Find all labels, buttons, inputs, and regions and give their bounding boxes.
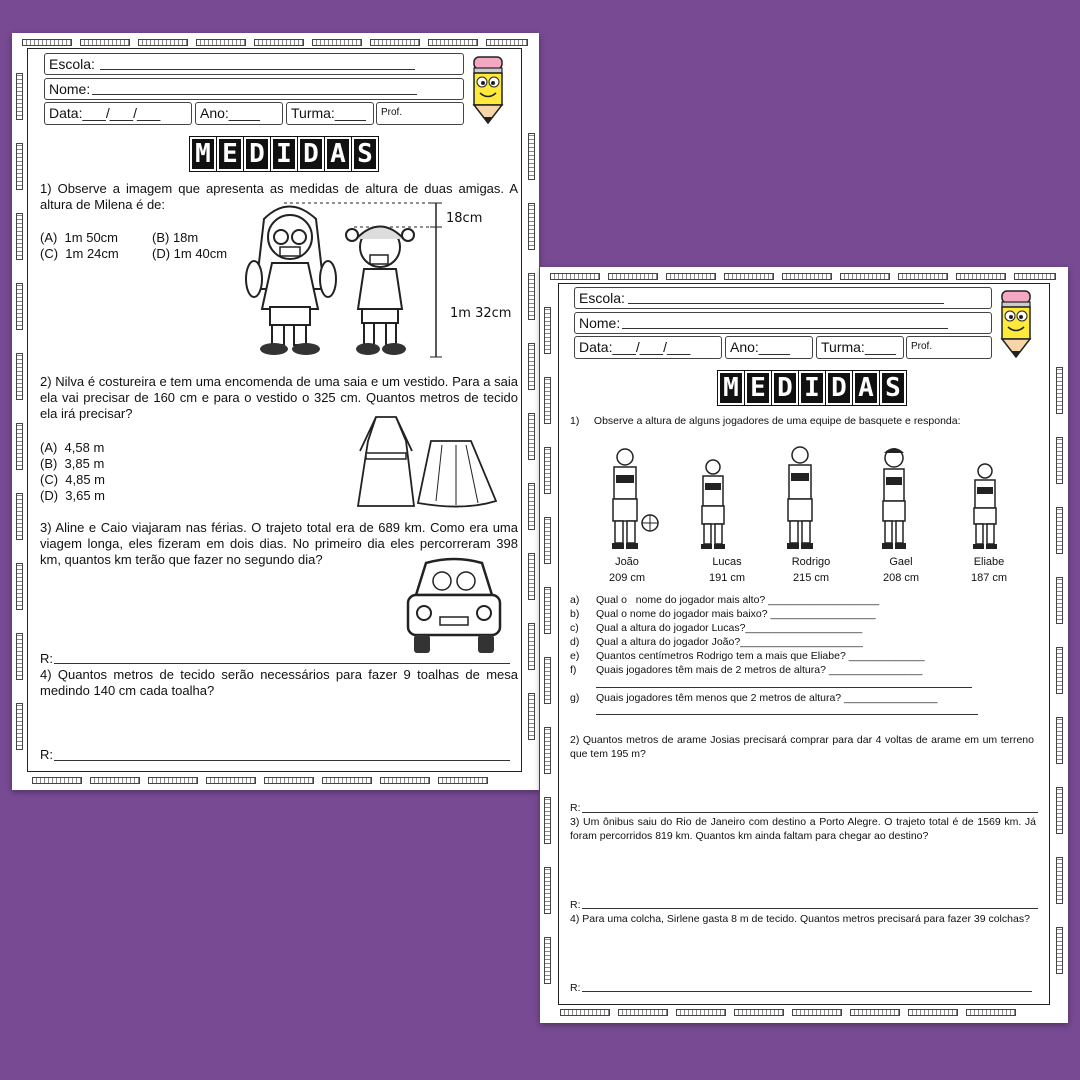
question-1-text: 1) Observe a imagem que apresenta as medidas de altura de duas amigas. A altura de Milena é de: — [40, 181, 518, 212]
title-letter: A — [325, 137, 351, 171]
name-line — [92, 94, 417, 95]
pencil-mascot-icon — [468, 55, 508, 127]
worksheet-2 — [540, 267, 1068, 1023]
pencil-mascot-icon — [996, 289, 1036, 361]
class-field[interactable] — [816, 336, 904, 359]
basketball-players-illustration — [600, 445, 1020, 555]
player-name: Eliabe — [973, 556, 1005, 568]
year-field[interactable] — [195, 102, 283, 125]
dress-and-skirt-icon — [356, 411, 506, 511]
title-letter: E — [217, 137, 243, 171]
q1-item-letter: d) — [570, 636, 580, 648]
name-field[interactable] — [574, 312, 992, 334]
q2-option-d[interactable]: (D) 3,65 m — [40, 488, 106, 503]
school-label: Escola: — [49, 56, 95, 72]
q1-item-d[interactable]: Qual a altura do jogador João?_____________________ — [596, 636, 863, 648]
q1-item-letter: b) — [570, 608, 580, 620]
prof-field[interactable] — [376, 102, 464, 125]
player-height: 191 cm — [708, 572, 746, 584]
date-field[interactable] — [574, 336, 722, 359]
player-height: 209 cm — [608, 572, 646, 584]
q4-answer-label: R: — [570, 982, 581, 994]
player-eliabe-figure — [973, 464, 997, 549]
car-with-kids-icon — [404, 555, 504, 660]
question-3-text: 3) Um ônibus saiu do Rio de Janeiro com destino a Porto Alegre. O trajeto total é de 1569 km. Já foram percorridos 819 km. Quantos km ainda faltam para chegar ao destino? — [570, 816, 1036, 842]
two-friends-illustration — [244, 199, 444, 364]
q1-option-c[interactable]: (C) 1m 24cm — [40, 246, 119, 261]
name-field[interactable] — [44, 78, 464, 100]
q1-item-b[interactable]: Qual o nome do jogador mais baixo? __________________ — [596, 608, 876, 620]
date-label: Data:___/___/___ — [49, 105, 161, 121]
title-letter: M — [718, 371, 744, 405]
school-field[interactable] — [574, 287, 992, 309]
title-letter: S — [352, 137, 378, 171]
q1-item-c[interactable]: Qual a altura do jogador Lucas?____________________ — [596, 622, 863, 634]
q3-answer-label: R: — [40, 651, 53, 666]
q1-f-extra-line[interactable] — [596, 687, 972, 688]
player-name: João — [615, 556, 639, 568]
q1-option-b[interactable]: (B) 18m — [152, 230, 199, 245]
q2-answer-line[interactable] — [582, 812, 1038, 813]
date-label: Data:___/___/___ — [579, 339, 691, 355]
player-height: 187 cm — [970, 572, 1008, 584]
q3-answer-line[interactable] — [54, 663, 510, 664]
title-letter: D — [244, 137, 270, 171]
q1-item-letter: f) — [570, 664, 577, 676]
player-name: Rodrigo — [791, 556, 831, 568]
q1-item-letter: a) — [570, 594, 580, 606]
title-letter: I — [799, 371, 825, 405]
school-field[interactable] — [44, 53, 464, 75]
measure-18cm-label: 18cm — [446, 211, 483, 226]
title-letter: S — [880, 371, 906, 405]
name-label: Nome: — [579, 315, 621, 331]
q4-answer-line[interactable] — [54, 760, 510, 761]
page-title — [190, 137, 378, 171]
school-line — [100, 69, 415, 70]
q1-item-letter: e) — [570, 650, 580, 662]
date-field[interactable] — [44, 102, 192, 125]
year-label: Ano:____ — [200, 105, 260, 121]
q2-option-b[interactable]: (B) 3,85 m — [40, 456, 105, 471]
q1-item-g[interactable]: Quais jogadores têm menos que 2 metros de altura? ________________ — [596, 692, 938, 704]
title-letter: D — [772, 371, 798, 405]
title-letter: D — [298, 137, 324, 171]
player-gael-figure — [882, 448, 906, 549]
prof-field[interactable] — [906, 336, 992, 359]
q1-item-letter: c) — [570, 622, 579, 634]
player-height: 208 cm — [882, 572, 920, 584]
question-2-text: 2) Nilva é costureira e tem uma encomenda de uma saia e um vestido. Para a saia ela vai precisar de 160 cm e para o vestido o 325 cm. Quantos metros de tecido ela irá precisar? — [40, 374, 518, 421]
worksheet-1 — [12, 33, 539, 790]
q4-answer-label: R: — [40, 747, 53, 762]
q1-option-a[interactable]: (A) 1m 50cm — [40, 230, 119, 245]
prof-label: Prof. — [911, 341, 933, 352]
question-3-text: 3) Aline e Caio viajaram nas férias. O trajeto total era de 689 km. Como era uma viagem longa, eles fizeram em dois dias. No primeiro dia eles percorreram 398 km, quantos km terão que fazer no segundo dia? — [40, 520, 518, 567]
q2-answer-label: R: — [570, 802, 581, 814]
player-rodrigo-figure — [787, 447, 813, 549]
q3-answer-line[interactable] — [582, 908, 1038, 909]
school-label: Escola: — [579, 290, 625, 306]
player-name: Lucas — [712, 556, 742, 568]
class-label: Turma:____ — [821, 339, 896, 355]
q3-answer-label: R: — [570, 899, 581, 911]
q4-answer-line[interactable] — [582, 991, 1032, 992]
name-label: Nome: — [49, 81, 91, 97]
player-lucas-figure — [701, 460, 725, 549]
question-2-text: 2) Quantos metros de arame Josias precisará comprar para dar 4 voltas de arame em um terreno que tem 195 m? — [570, 734, 1034, 760]
q1-item-f[interactable]: Quais jogadores têm mais de 2 metros de altura? ________________ — [596, 664, 923, 676]
class-label: Turma:____ — [291, 105, 366, 121]
year-field[interactable] — [725, 336, 813, 359]
prof-label: Prof. — [381, 107, 403, 118]
measure-1m32cm-label: 1m 32cm — [450, 306, 512, 321]
player-joao-figure — [612, 449, 658, 549]
school-line — [628, 303, 944, 304]
player-name: Gael — [889, 556, 913, 568]
question-4-text: 4) Para uma colcha, Sirlene gasta 8 m de tecido. Quantos metros precisará para fazer 39 colchas? — [570, 913, 1030, 925]
title-letter: I — [271, 137, 297, 171]
q2-option-c[interactable]: (C) 4,85 m — [40, 472, 106, 487]
question-4-text: 4) Quantos metros de tecido serão necessários para fazer 9 toalhas de mesa medindo 140 cm cada toalha? — [40, 667, 518, 698]
year-label: Ano:____ — [730, 339, 790, 355]
q1-item-letter: g) — [570, 692, 580, 704]
q2-option-a[interactable]: (A) 4,58 m — [40, 440, 105, 455]
question-1-text: 1) Observe a altura de alguns jogadores de uma equipe de basquete e responda: — [570, 415, 961, 427]
title-letter: M — [190, 137, 216, 171]
name-line — [622, 328, 948, 329]
page-title — [718, 371, 906, 405]
title-letter: D — [826, 371, 852, 405]
q1-g-extra-line[interactable] — [596, 714, 978, 715]
class-field[interactable] — [286, 102, 374, 125]
q1-option-d[interactable]: (D) 1m 40cm — [152, 246, 228, 261]
title-letter: E — [745, 371, 771, 405]
title-letter: A — [853, 371, 879, 405]
q1-item-a[interactable]: Qual o nome do jogador mais alto? ___________________ — [596, 594, 880, 606]
q1-item-e[interactable]: Quantos centímetros Rodrigo tem a mais que Eliabe? _____________ — [596, 650, 925, 662]
player-height: 215 cm — [792, 572, 830, 584]
